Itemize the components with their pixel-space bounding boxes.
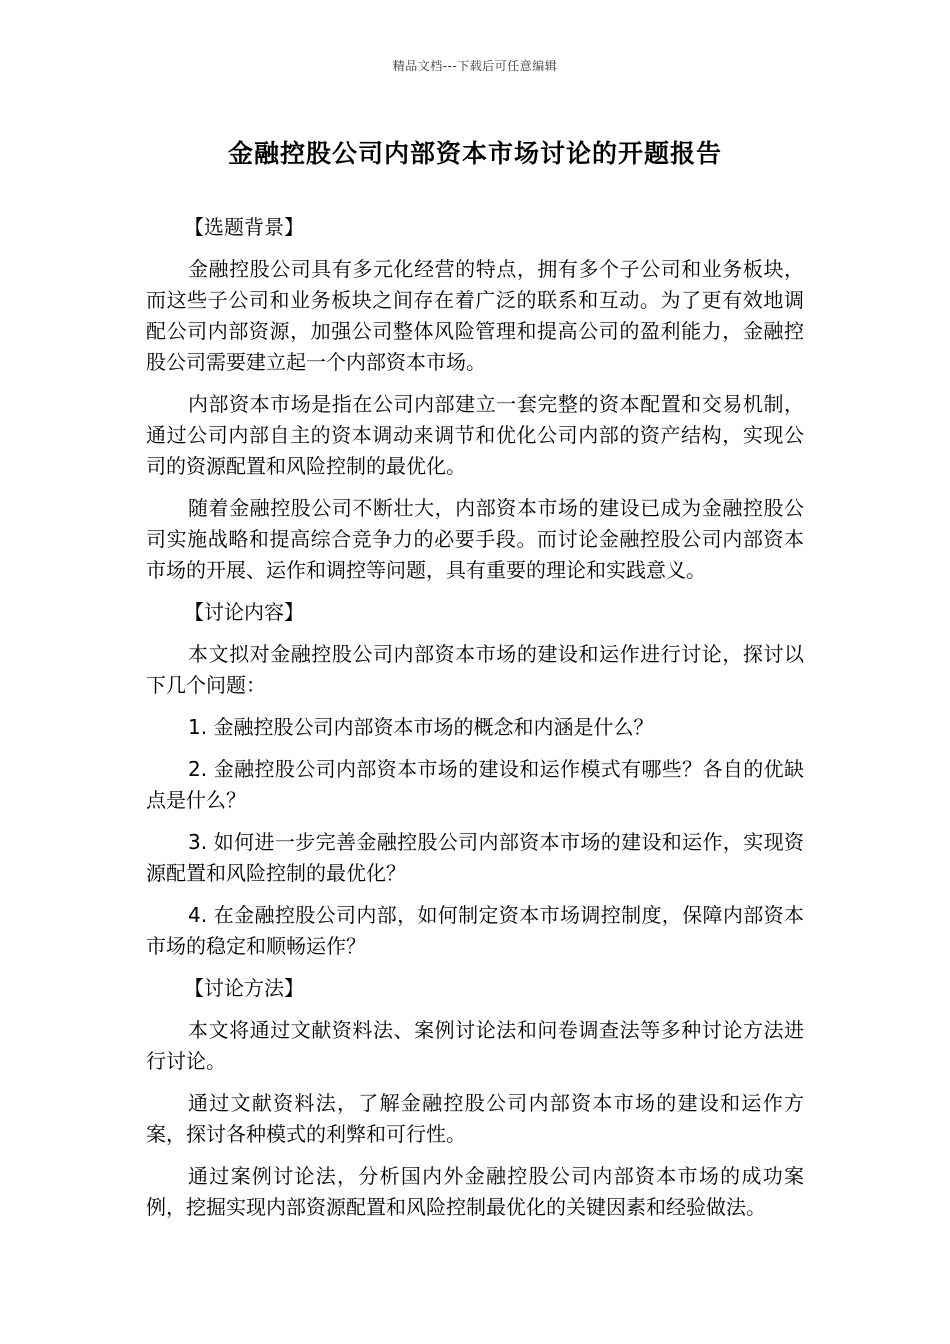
paragraph: 随着金融控股公司不断壮大，内部资本市场的建设已成为金融控股公司实施战略和提高综合竞争力的必要手段。而讨论金融控股公司内部资本市场的开展、运作和调控等问题，具有重要的理论和实践意义。 bbox=[146, 496, 804, 582]
paragraph: 内部资本市场是指在公司内部建立一套完整的资本配置和交易机制，通过公司内部自主的资本调动来调节和优化公司内部的资产结构，实现公司的资源配置和风险控制的最优化。 bbox=[146, 392, 804, 478]
section-heading-background: 【选题背景】 bbox=[184, 215, 304, 239]
paragraph: 金融控股公司具有多元化经营的特点，拥有多个子公司和业务板块，而这些子公司和业务板块之间存在着广泛的联系和互动。为了更有效地调配公司内部资源，加强公司整体风险管理和提高公司的盈利能力，金融控股公司需要建立起一个内部资本市场。 bbox=[146, 257, 804, 374]
list-item: 2. 金融控股公司内部资本市场的建设和运作模式有哪些？各自的优缺点是什么？ bbox=[146, 757, 804, 812]
page-header: 精品文档---下载后可任意编辑 bbox=[392, 59, 558, 73]
list-item: 1. 金融控股公司内部资本市场的概念和内涵是什么？ bbox=[188, 715, 654, 739]
document-title: 金融控股公司内部资本市场讨论的开题报告 bbox=[227, 139, 722, 168]
list-item: 4. 在金融控股公司内部，如何制定资本市场调控制度，保障内部资本市场的稳定和顺畅运作？ bbox=[146, 903, 804, 958]
list-item: 3. 如何进一步完善金融控股公司内部资本市场的建设和运作，实现资源配置和风险控制的最优化？ bbox=[146, 830, 804, 885]
document-body bbox=[146, 212, 804, 1234]
paragraph: 本文拟对金融控股公司内部资本市场的建设和运作进行讨论，探讨以下几个问题： bbox=[146, 642, 804, 697]
paragraph: 本文将通过文献资料法、案例讨论法和问卷调查法等多种讨论方法进行讨论。 bbox=[146, 1018, 804, 1073]
section-heading-content: 【讨论内容】 bbox=[184, 600, 304, 624]
paragraph: 通过案例讨论法，分析国内外金融控股公司内部资本市场的成功案例，挖掘实现内部资源配置和风险控制最优化的关键因素和经验做法。 bbox=[146, 1164, 804, 1219]
section-heading-method: 【讨论方法】 bbox=[184, 976, 304, 1000]
paragraph: 通过文献资料法，了解金融控股公司内部资本市场的建设和运作方案，探讨各种模式的利弊和可行性。 bbox=[146, 1091, 804, 1146]
